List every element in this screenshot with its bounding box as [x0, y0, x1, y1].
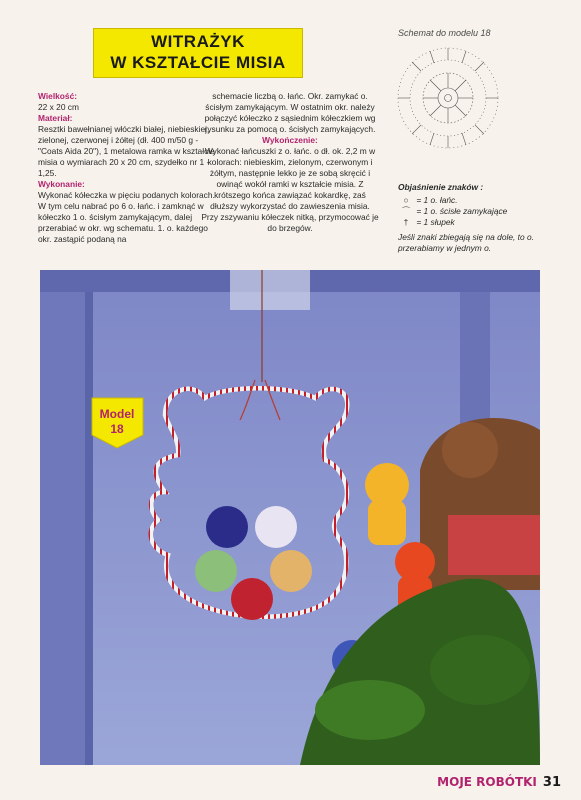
crochet-diagram	[393, 40, 503, 155]
page-number: 31	[542, 775, 561, 790]
finish-heading: Wykończenie:	[262, 135, 318, 145]
size-heading: Wielkość:	[38, 91, 78, 101]
crochet-circle-yellow	[270, 550, 312, 592]
crochet-circle-blue	[206, 506, 248, 548]
article-title	[93, 28, 303, 78]
work-text: Wykonać kółeczka w pięciu podanych kolorach. W tym celu nabrać po 6 o. łańc. i zamknąć w kółeczko 1 o. ścisłym zamykającym, dalej przerabiać w okr. wg schematu. 1. o. każdego okr. zastąpić podaną na	[38, 190, 215, 244]
crochet-circle-red	[231, 578, 273, 620]
legend-item-text: = 1 o. ścisłe zamykające	[416, 206, 508, 216]
badge-number: 18	[110, 422, 124, 436]
legend-item-text: = 1 słupek	[416, 217, 455, 227]
symbol-legend	[398, 182, 548, 254]
magazine-brand: MOJE ROBÓTKI	[437, 775, 537, 789]
title-line-1: WITRAŻYK	[151, 32, 245, 51]
product-photo	[40, 270, 540, 765]
badge-label: Model	[99, 407, 135, 421]
legend-item	[398, 217, 548, 228]
window-frame-left	[40, 270, 85, 765]
title-line-2: W KSZTAŁCIE MISIA	[110, 53, 286, 72]
yellow-bear-figure	[365, 463, 409, 545]
work-heading: Wykonanie:	[38, 179, 85, 189]
crochet-circle-green	[195, 550, 237, 592]
legend-item	[398, 195, 548, 206]
slip-stitch-icon: ⌒	[401, 206, 411, 216]
double-crochet-icon: †	[403, 217, 409, 227]
text-column-middle	[201, 91, 379, 234]
page-footer	[437, 775, 561, 790]
finish-text: Wykonać łańcuszki z o. łańc. o dł. ok. 2,2 m w kolorach: niebieskim, zielonym, czerwonym i żółtym, następnie lekko je ze sobą skręcić i owinąć wokół ramki w kształcie misia. Z krótszego końca zawiązać kokardkę, zaś dłuższy wykorzystać do zawieszenia misia. Przy zszywaniu kółeczek nitką, przymocować je do brzegów.	[201, 146, 379, 233]
legend-heading: Objaśnienie znaków :	[398, 182, 484, 192]
legend-item	[398, 206, 548, 217]
material-heading: Materiał:	[38, 113, 73, 123]
chain-stitch-icon: ○	[403, 195, 409, 205]
legend-note: Jeśli znaki zbiegają się na dole, to o. przerabiamy w jednym o.	[398, 232, 534, 253]
plaid-fabric	[448, 515, 540, 575]
size-text: 22 x 20 cm	[38, 102, 79, 112]
text-column-left	[38, 91, 218, 245]
legend-item-text: = 1 o. łańc.	[416, 195, 458, 205]
work-text-continued: schemacie liczbą o. łańc. Okr. zamykać o. ścisłym zamykającym. W ostatnim okr. należy połączyć kółeczko z sąsiednim kółeczkiem wg rysunku za pomocą o. ścisłych zamykających.	[204, 91, 376, 134]
material-text: Resztki bawełnianej włóczki białej, niebieskiej, zielonej, czerwonej i żółtej (dł. 400 m/50 g - "Coats Aida 20"), 1 metalowa ramka w kształcie misia o wymiarach 20 x 20 cm, szydełko nr 1 - 1,25.	[38, 124, 215, 178]
crochet-circle-white	[255, 506, 297, 548]
schema-label: Schemat do modelu 18	[398, 28, 491, 38]
